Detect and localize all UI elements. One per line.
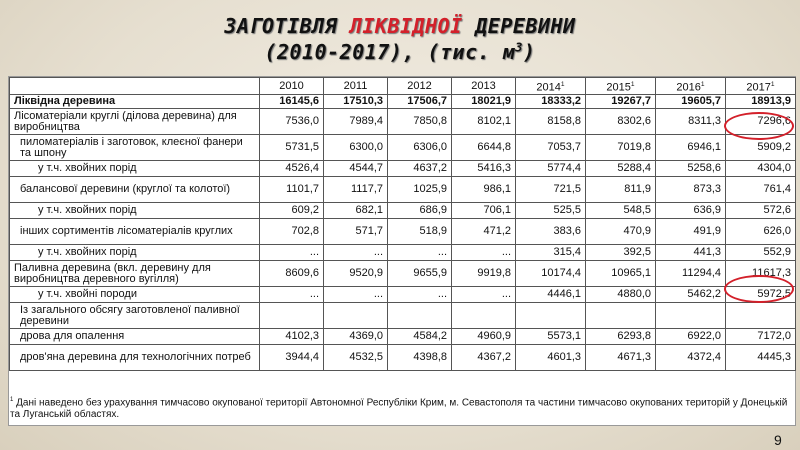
header-year-2015 — [586, 78, 656, 95]
value-cell: 572,6 — [726, 203, 796, 219]
value-cell: 5774,4 — [516, 161, 586, 177]
row-label: дрова для опалення — [10, 329, 260, 345]
value-cell: 5909,2 — [726, 135, 796, 161]
row-label: Із загального обсягу заготовленої паливної деревини — [10, 303, 260, 329]
highlight-circle-2017-fuelwood — [724, 275, 794, 303]
value-cell: 986,1 — [452, 177, 516, 203]
value-cell: 7296,6 — [726, 109, 796, 135]
value-cell: 17510,3 — [324, 95, 388, 109]
value-cell: 702,8 — [260, 219, 324, 245]
value-cell: 5731,5 — [260, 135, 324, 161]
value-cell: 873,3 — [656, 177, 726, 203]
value-cell: 5462,2 — [656, 287, 726, 303]
table-row — [10, 161, 796, 177]
value-cell: 7850,8 — [388, 109, 452, 135]
value-cell: 5573,1 — [516, 329, 586, 345]
value-cell: 3944,4 — [260, 345, 324, 371]
header-year-2014 — [516, 78, 586, 95]
title-part2: ДЕРЕВИНИ — [462, 14, 576, 38]
slide-title — [0, 14, 800, 38]
slide-subtitle — [0, 40, 800, 64]
value-cell: 4960,9 — [452, 329, 516, 345]
value-cell: 5972,5 — [726, 287, 796, 303]
value-cell: ... — [324, 245, 388, 261]
value-cell: 4584,2 — [388, 329, 452, 345]
value-cell: 7053,7 — [516, 135, 586, 161]
value-cell: 5416,3 — [452, 161, 516, 177]
header-year-2017 — [726, 78, 796, 95]
page-number: 9 — [774, 432, 782, 448]
value-cell: 6293,8 — [586, 329, 656, 345]
row-label: у т.ч. хвойних порід — [10, 161, 260, 177]
table-row — [10, 245, 796, 261]
value-cell: 4445,3 — [726, 345, 796, 371]
header-year-text: 2017 — [746, 81, 771, 94]
value-cell: 811,9 — [586, 177, 656, 203]
value-cell — [260, 303, 324, 329]
value-cell — [452, 303, 516, 329]
header-year-2010 — [260, 78, 324, 95]
header-year-sup: 1 — [630, 80, 635, 88]
value-cell: 470,9 — [586, 219, 656, 245]
table-row — [10, 345, 796, 371]
header-year-2013 — [452, 78, 516, 95]
header-year-sup: 1 — [700, 80, 705, 88]
value-cell — [324, 303, 388, 329]
value-cell: 4446,1 — [516, 287, 586, 303]
value-cell — [656, 303, 726, 329]
value-cell: 552,9 — [726, 245, 796, 261]
value-cell: ... — [260, 287, 324, 303]
header-year-text: 2013 — [471, 79, 496, 92]
value-cell — [388, 303, 452, 329]
footnote-text: Дані наведено без урахування тимчасово окупованої території Автономної Республіки Крим, м. Севастополя та частини тимчасово окупованих територій у Донецькій та Луганській областях. — [10, 397, 788, 421]
value-cell: 518,9 — [388, 219, 452, 245]
subtitle-prefix: (2010-2017), (тис. м — [264, 40, 516, 64]
value-cell: 721,5 — [516, 177, 586, 203]
value-cell: 6300,0 — [324, 135, 388, 161]
title-part1: ЗАГОТІВЛЯ — [224, 14, 350, 38]
value-cell: 4671,3 — [586, 345, 656, 371]
value-cell: 682,1 — [324, 203, 388, 219]
table-row — [10, 329, 796, 345]
timber-harvest-table — [9, 77, 796, 371]
header-year-text: 2016 — [676, 81, 701, 94]
table-row — [10, 219, 796, 245]
value-cell: ... — [452, 287, 516, 303]
value-cell: 6946,1 — [656, 135, 726, 161]
value-cell: 5258,6 — [656, 161, 726, 177]
row-label: у т.ч. хвойних порід — [10, 203, 260, 219]
value-cell: 11294,4 — [656, 261, 726, 287]
data-table-container — [8, 76, 796, 426]
value-cell: 441,3 — [656, 245, 726, 261]
value-cell: 4398,8 — [388, 345, 452, 371]
value-cell: 706,1 — [452, 203, 516, 219]
row-label: балансової деревини (круглої та колотої) — [10, 177, 260, 203]
row-label: у т.ч. хвойні породи — [10, 287, 260, 303]
value-cell: 4544,7 — [324, 161, 388, 177]
value-cell: 18913,9 — [726, 95, 796, 109]
value-cell: 19605,7 — [656, 95, 726, 109]
value-cell: 16145,6 — [260, 95, 324, 109]
table-row — [10, 177, 796, 203]
value-cell: 4304,0 — [726, 161, 796, 177]
value-cell: 636,9 — [656, 203, 726, 219]
value-cell: 17506,7 — [388, 95, 452, 109]
value-cell: ... — [388, 287, 452, 303]
value-cell: 7019,8 — [586, 135, 656, 161]
row-label: дров'яна деревина для технологічних потреб — [10, 345, 260, 371]
value-cell: 4369,0 — [324, 329, 388, 345]
row-label: Паливна деревина (вкл. деревину для виробництва деревного вугілля) — [10, 261, 260, 287]
value-cell: 10965,1 — [586, 261, 656, 287]
table-row — [10, 135, 796, 161]
header-year-2012 — [388, 78, 452, 95]
header-year-text: 2012 — [407, 79, 432, 92]
header-year-text: 2010 — [279, 79, 304, 92]
header-year-text: 2011 — [343, 79, 368, 92]
value-cell: 19267,7 — [586, 95, 656, 109]
value-cell: 392,5 — [586, 245, 656, 261]
value-cell: 9520,9 — [324, 261, 388, 287]
value-cell: 471,2 — [452, 219, 516, 245]
row-label: у т.ч. хвойних порід — [10, 245, 260, 261]
row-label: Ліквідна деревина — [10, 95, 260, 109]
value-cell: 383,6 — [516, 219, 586, 245]
value-cell: 4880,0 — [586, 287, 656, 303]
value-cell: 8158,8 — [516, 109, 586, 135]
value-cell: 315,4 — [516, 245, 586, 261]
value-cell: 7536,0 — [260, 109, 324, 135]
value-cell: 11617,3 — [726, 261, 796, 287]
value-cell — [586, 303, 656, 329]
value-cell: 6306,0 — [388, 135, 452, 161]
header-label-cell — [10, 78, 260, 95]
value-cell: 8311,3 — [656, 109, 726, 135]
value-cell: 10174,4 — [516, 261, 586, 287]
value-cell: ... — [388, 245, 452, 261]
table-row — [10, 303, 796, 329]
value-cell: 4372,4 — [656, 345, 726, 371]
value-cell: 4637,2 — [388, 161, 452, 177]
value-cell: 1117,7 — [324, 177, 388, 203]
value-cell: 4601,3 — [516, 345, 586, 371]
value-cell: 571,7 — [324, 219, 388, 245]
row-label: Лісоматеріали круглі (ділова деревина) для виробництва — [10, 109, 260, 135]
row-label: пиломатеріалів і заготовок, клеєної фанери та шпону — [10, 135, 260, 161]
table-body — [10, 95, 796, 371]
value-cell: 1101,7 — [260, 177, 324, 203]
value-cell: 8609,6 — [260, 261, 324, 287]
value-cell: 4102,3 — [260, 329, 324, 345]
value-cell — [726, 303, 796, 329]
value-cell: 5288,4 — [586, 161, 656, 177]
header-year-sup: 1 — [770, 80, 775, 88]
value-cell: 609,2 — [260, 203, 324, 219]
value-cell: 6922,0 — [656, 329, 726, 345]
header-year-2011 — [324, 78, 388, 95]
value-cell — [516, 303, 586, 329]
value-cell: 18333,2 — [516, 95, 586, 109]
row-label: інших сортиментів лісоматеріалів круглих — [10, 219, 260, 245]
header-year-sup: 1 — [560, 80, 565, 88]
table-row — [10, 261, 796, 287]
value-cell: ... — [260, 245, 324, 261]
header-year-2016 — [656, 78, 726, 95]
value-cell: 626,0 — [726, 219, 796, 245]
value-cell: 8102,1 — [452, 109, 516, 135]
value-cell: ... — [452, 245, 516, 261]
value-cell: ... — [324, 287, 388, 303]
value-cell: 4526,4 — [260, 161, 324, 177]
table-row — [10, 203, 796, 219]
value-cell: 9655,9 — [388, 261, 452, 287]
header-row — [10, 78, 796, 95]
value-cell: 4532,5 — [324, 345, 388, 371]
table-row — [10, 109, 796, 135]
value-cell: 491,9 — [656, 219, 726, 245]
header-year-text: 2015 — [606, 81, 631, 94]
value-cell: 761,4 — [726, 177, 796, 203]
value-cell: 6644,8 — [452, 135, 516, 161]
value-cell: 1025,9 — [388, 177, 452, 203]
value-cell: 7172,0 — [726, 329, 796, 345]
table-row — [10, 287, 796, 303]
value-cell: 4367,2 — [452, 345, 516, 371]
title-highlight: ЛІКВІДНОЇ — [349, 14, 463, 38]
value-cell: 7989,4 — [324, 109, 388, 135]
value-cell: 8302,6 — [586, 109, 656, 135]
value-cell: 548,5 — [586, 203, 656, 219]
footnote-marker: 1 — [10, 397, 14, 403]
subtitle-suffix: ) — [523, 40, 536, 64]
table-row — [10, 95, 796, 109]
highlight-circle-2017-roundwood — [724, 112, 794, 140]
header-year-text: 2014 — [536, 81, 561, 94]
value-cell: 686,9 — [388, 203, 452, 219]
subtitle-sup: 3 — [515, 40, 523, 55]
footnote — [10, 394, 790, 421]
value-cell: 525,5 — [516, 203, 586, 219]
value-cell: 9919,8 — [452, 261, 516, 287]
value-cell: 18021,9 — [452, 95, 516, 109]
